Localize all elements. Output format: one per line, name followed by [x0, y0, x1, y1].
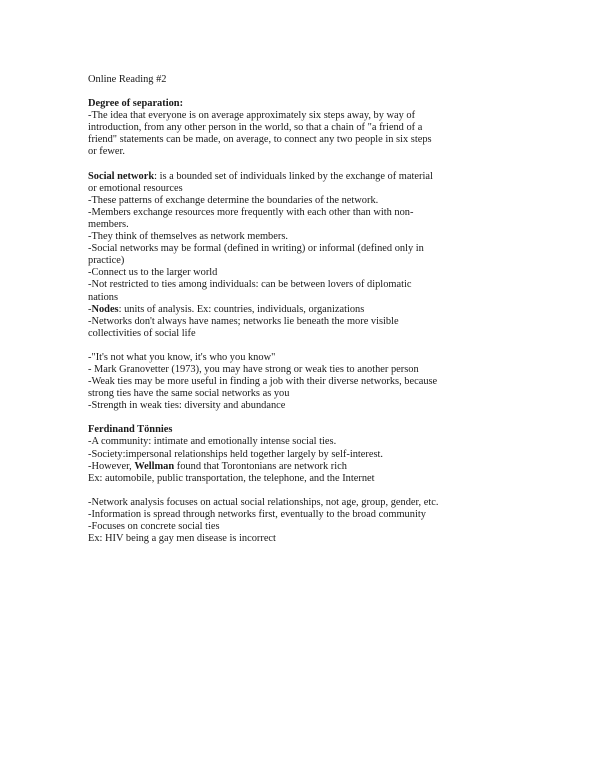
section-heading: Degree of separation: [88, 98, 184, 110]
text-line: collectivities of social life [88, 327, 196, 339]
definition-line [88, 171, 518, 183]
text-line: -Weak ties may be more useful in finding a job with their diverse networks, because [88, 376, 438, 388]
definition-text: : units of analysis. Ex: countries, individuals, organizations [118, 303, 365, 315]
spacer [88, 340, 518, 352]
text-line: -Members exchange resources more frequently with each other than with non- [88, 206, 414, 218]
text-line: -A community: intimate and emotionally intense social ties. [88, 436, 337, 448]
text-line: nations [88, 291, 119, 303]
text-line: -Not restricted to ties among individuals: can be between lovers of diplomatic [88, 279, 412, 291]
text-line: or fewer. [88, 146, 125, 158]
section-network-analysis [88, 497, 518, 545]
section-degree-of-separation [88, 98, 518, 158]
text-line: practice) [88, 255, 125, 267]
text-line: -Focuses on concrete social ties [88, 521, 220, 532]
section-social-network [88, 171, 518, 340]
text-line: -"It's not what you know, it's who you know" [88, 351, 276, 363]
term-wellman: Wellman [134, 460, 175, 472]
document-title: Online Reading #2 [88, 74, 167, 85]
term-social-network: Social network [88, 170, 155, 182]
definition-text: : is a bounded set of individuals linked by the exchange of material [154, 170, 433, 182]
text-fragment: -However, [88, 460, 135, 472]
document-body [88, 74, 518, 545]
text-line: -The idea that everyone is on average approximately six steps away, by way of [88, 110, 416, 122]
text-line: members. [88, 218, 129, 230]
section-tonnies [88, 424, 518, 484]
bullet-dash: - [88, 303, 92, 315]
text-line: Ex: automobile, public transportation, the telephone, and the Internet [88, 472, 375, 484]
nodes-line [88, 304, 518, 316]
section-heading: Ferdinand Tönnies [88, 424, 173, 436]
text-line: -Strength in weak ties: diversity and abundance [88, 400, 286, 412]
text-line: -Networks don't always have names; networks lie beneath the more visible [88, 315, 399, 327]
text-line: friend" statements can be made, on average, to connect any two people in six steps [88, 134, 432, 146]
text-line: -They think of themselves as network members. [88, 231, 288, 243]
term-nodes: Nodes [91, 303, 119, 315]
text-line: -These patterns of exchange determine the boundaries of the network. [88, 194, 379, 206]
text-fragment: found that Torontonians are network rich [174, 460, 347, 472]
text-line: strong ties have the same social networks as you [88, 388, 290, 400]
text-line: -Connect us to the larger world [88, 267, 218, 279]
text-line: -Society:impersonal relationships held together largely by self-interest. [88, 448, 383, 460]
wellman-line [88, 461, 518, 473]
section-weak-ties [88, 352, 518, 412]
text-line: Ex: HIV being a gay men disease is incorrect [88, 533, 276, 545]
text-line: -Social networks may be formal (defined in writing) or informal (defined only in [88, 243, 424, 255]
spacer [88, 485, 518, 497]
text-line: -Information is spread through networks first, eventually to the broad community [88, 508, 426, 520]
text-line: -Network analysis focuses on actual social relationships, not age, group, gender, etc. [88, 496, 439, 508]
spacer [88, 159, 518, 171]
text-line: - Mark Granovetter (1973), you may have strong or weak ties to another person [88, 363, 419, 375]
text-line: or emotional resources [88, 182, 183, 194]
text-line: introduction, from any other person in the world, so that a chain of "a friend of a [88, 122, 423, 134]
spacer [88, 412, 518, 424]
